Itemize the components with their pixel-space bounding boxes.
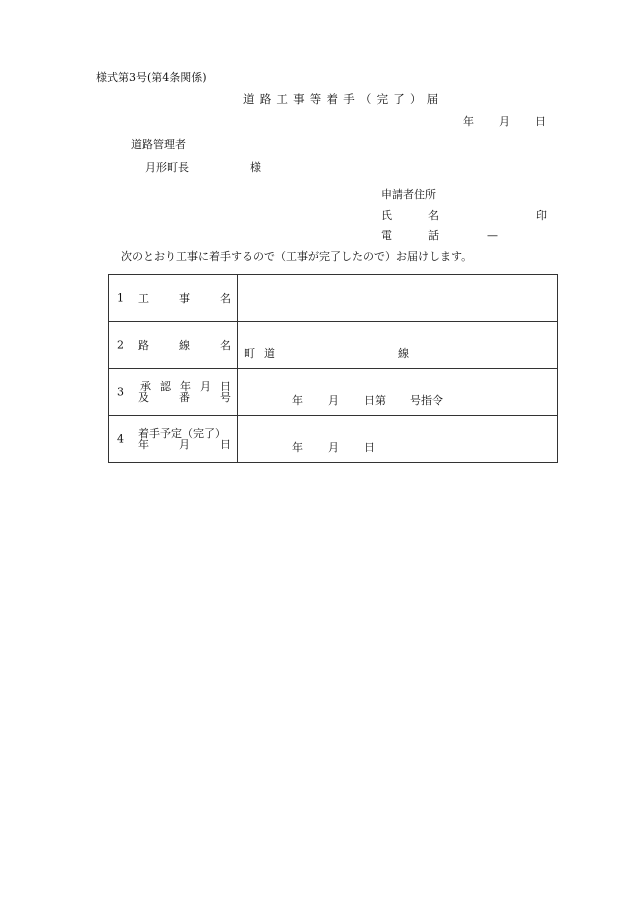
label-char: 日 [220,438,231,451]
tel-label-1: 電 [381,229,392,242]
addressee-honorific: 様 [250,161,261,174]
approval-field[interactable] [238,369,558,416]
label-text: 着手予定（完了） [138,427,226,440]
route-name-label [138,337,231,353]
route-road: 道 [264,347,275,360]
row-number: 4 [117,432,124,446]
label-cell-start-date [109,416,238,463]
approval-year: 年 [292,394,303,407]
table-row [109,275,558,322]
table-row [109,416,558,463]
label-char: 路 [138,339,149,352]
construction-name-field[interactable] [238,275,558,322]
approval-label [138,381,231,403]
label-cell-route-name [109,322,238,369]
date-year-label: 年 [463,115,474,128]
label-char: 名 [220,292,231,305]
applicant-address-label: 申請者住所 [381,188,436,201]
label-char: 名 [220,339,231,352]
start-date-field[interactable] [238,416,558,463]
label-char: 工 [138,292,149,305]
label-char: 月 [200,380,211,393]
date-month-label: 月 [499,115,510,128]
row-number: 2 [117,338,124,352]
label-char: 年 [180,380,191,393]
label-cell-construction-name [109,275,238,322]
label-cell-approval [109,369,238,416]
row-number: 1 [117,291,124,305]
label-char: 号 [220,391,231,404]
start-month: 月 [328,441,339,454]
tel-label-2: 話 [428,229,439,242]
approval-month: 月 [328,394,339,407]
label-char: 承 [140,380,151,393]
approval-order: 号指令 [410,394,443,407]
route-name-field[interactable] [238,322,558,369]
construction-form-table [108,274,558,463]
route-line: 線 [398,347,409,360]
submission-date-line [463,116,546,127]
label-char: 番 [179,391,190,404]
route-town: 町 [244,347,255,360]
label-char: 年 [138,438,149,451]
label-char: 線 [179,339,190,352]
table-row [109,369,558,416]
name-label-2: 名 [428,209,439,222]
intro-text: 次のとおり工事に着手するので（工事が完了したので）お届けします。 [121,250,473,263]
start-day: 日 [364,441,375,454]
addressee-name [145,161,261,174]
label-char: 月 [179,438,190,451]
name-label-1: 氏 [381,209,392,222]
start-date-label [138,428,231,450]
table-row [109,322,558,369]
approval-day-no: 日第 [364,394,386,407]
construction-name-label [138,290,231,306]
addressee-title: 道路管理者 [131,138,186,151]
seal-mark: 印 [536,209,547,222]
tel-dash: — [487,229,498,242]
label-char: 事 [179,292,190,305]
label-char: 認 [160,380,171,393]
document-title: 道路工事等着手（完了）届 [243,92,444,106]
form-number: 様式第3号(第4条関係) [96,71,207,84]
row-number: 3 [117,385,124,399]
date-day-label: 日 [535,115,546,128]
addressee-mayor: 月形町長 [145,161,189,174]
label-char: 日 [220,380,231,393]
start-year: 年 [292,441,303,454]
label-char: 及 [138,391,149,404]
